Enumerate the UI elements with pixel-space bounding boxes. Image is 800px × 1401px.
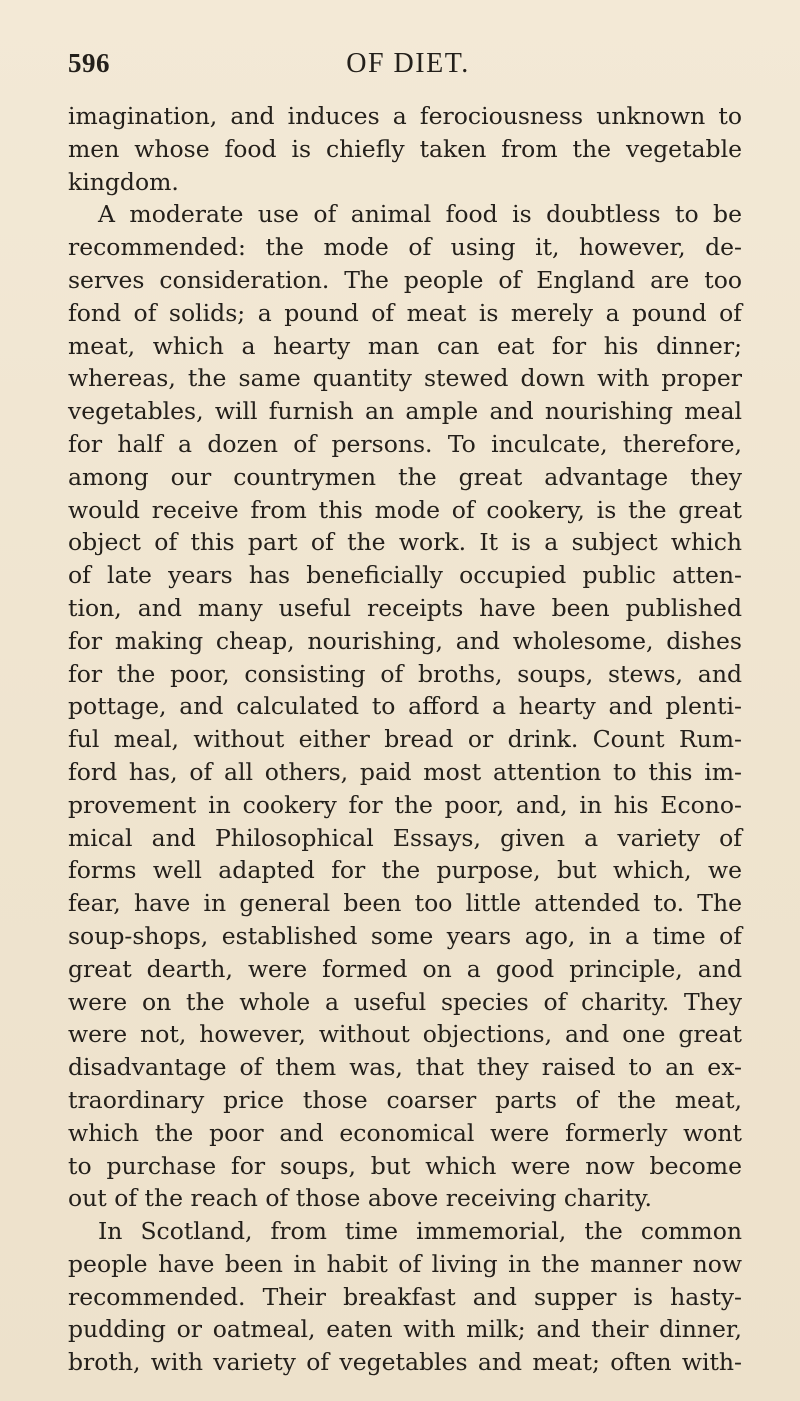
text-line: A moderate use of animal food is doubtless to be xyxy=(98,200,742,229)
page-header xyxy=(68,48,748,88)
text-line: people have been in habit of living in the manner now xyxy=(68,1249,742,1278)
running-head: OF DIET. xyxy=(346,48,470,79)
text-line: fear, have in general been too little attended to. The xyxy=(68,889,742,918)
text-line: In Scotland, from time immemorial, the common xyxy=(98,1217,742,1246)
text-line: object of this part of the work. It is a subject which xyxy=(68,528,742,557)
text-line: would receive from this mode of cookery, is the great xyxy=(68,495,742,524)
text-line: fond of solids; a pound of meat is merely a pound of xyxy=(68,298,742,327)
text-line: tion, and many useful receipts have been published xyxy=(68,593,742,622)
text-line: pudding or oatmeal, eaten with milk; and their dinner, xyxy=(68,1315,742,1344)
text-line: mical and Philosophical Essays, given a variety of xyxy=(68,823,742,852)
text-line: serves consideration. The people of England are too xyxy=(68,265,742,294)
text-line: whereas, the same quantity stewed down with proper xyxy=(68,364,742,393)
text-line: ford has, of all others, paid most attention to this im- xyxy=(68,757,742,786)
text-line: recommended: the mode of using it, however, de- xyxy=(68,233,742,262)
text-line: forms well adapted for the purpose, but which, we xyxy=(68,856,742,885)
text-line: for the poor, consisting of broths, soups, stews, and xyxy=(68,659,742,688)
text-line: of late years has beneficially occupied public atten- xyxy=(68,561,742,590)
text-line: men whose food is chiefly taken from the vegetable xyxy=(68,134,742,163)
text-line: provement in cookery for the poor, and, in his Econo- xyxy=(68,790,742,819)
text-line: were on the whole a useful species of charity. They xyxy=(68,987,742,1016)
text-line: imagination, and induces a ferociousness unknown to xyxy=(68,102,742,130)
text-line: great dearth, were formed on a good principle, and xyxy=(68,954,742,983)
text-line: out of the reach of those above receiving charity. xyxy=(68,1184,653,1213)
text-line: which the poor and economical were formerly wont xyxy=(68,1118,742,1147)
text-line: ful meal, without either bread or drink. Count Rum- xyxy=(68,725,742,754)
body-text xyxy=(68,100,742,1379)
text-line: broth, with variety of vegetables and meat; often with- xyxy=(68,1348,742,1377)
text-line: for making cheap, nourishing, and wholesome, dishes xyxy=(68,626,742,655)
text-line: disadvantage of them was, that they raised to an ex- xyxy=(68,1053,742,1082)
text-line: among our countrymen the great advantage they xyxy=(68,462,742,491)
text-line: vegetables, will furnish an ample and nourishing meal xyxy=(68,397,742,426)
text-line: for half a dozen of persons. To inculcate, therefore, xyxy=(68,429,742,458)
text-line: to purchase for soups, but which were now become xyxy=(68,1151,742,1180)
text-line: pottage, and calculated to afford a hearty and plenti- xyxy=(68,692,742,721)
text-line: kingdom. xyxy=(68,167,179,196)
text-line: meat, which a hearty man can eat for his dinner; xyxy=(68,331,742,360)
page-number: 596 xyxy=(68,48,110,78)
text-line: recommended. Their breakfast and supper is hasty- xyxy=(68,1282,742,1311)
text-line: traordinary price those coarser parts of the meat, xyxy=(68,1085,742,1114)
text-line: soup-shops, established some years ago, in a time of xyxy=(68,921,742,950)
text-line: were not, however, without objections, and one great xyxy=(68,1020,742,1049)
